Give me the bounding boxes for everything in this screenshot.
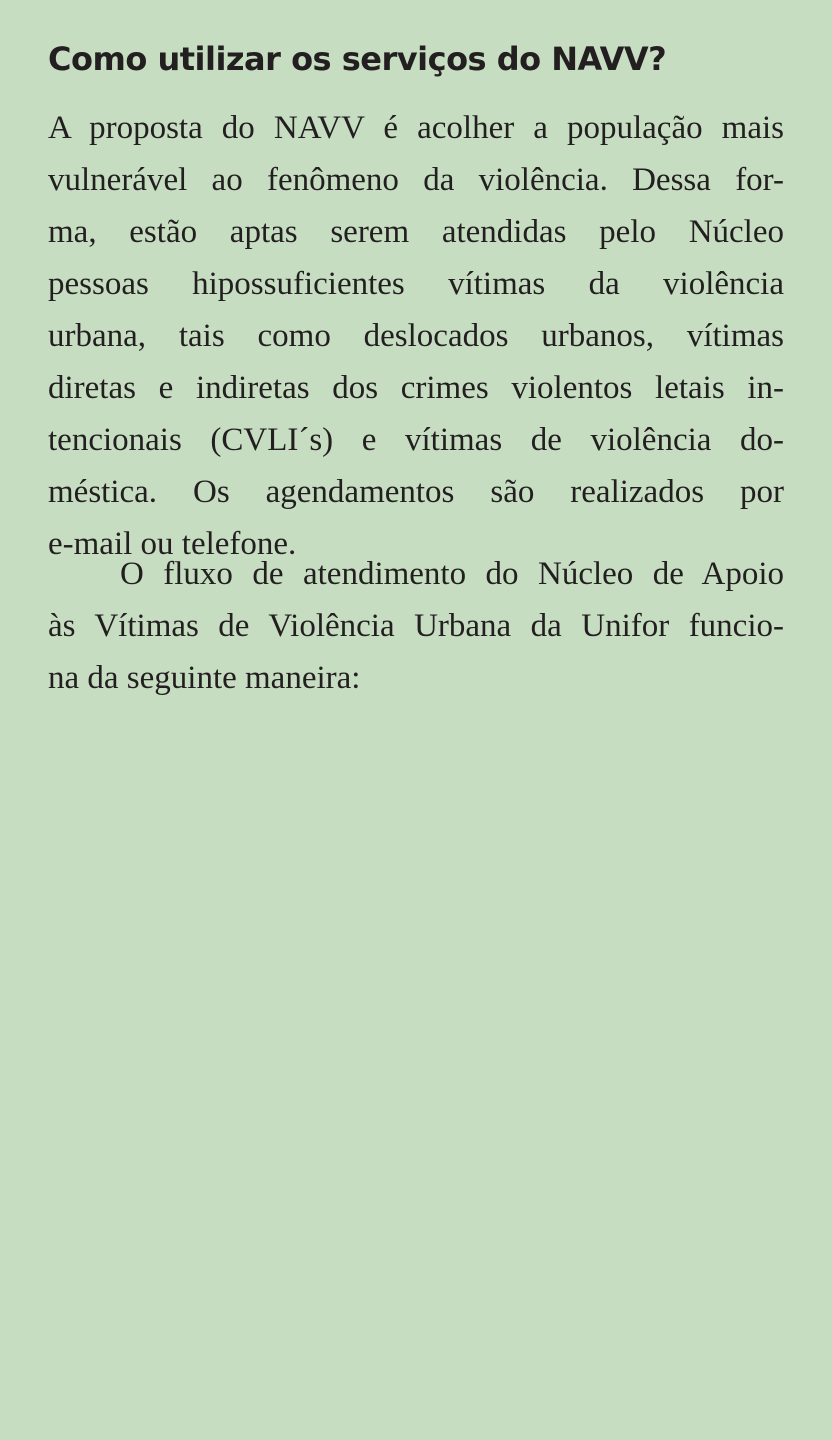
text-line: pessoas hipossuficientes vítimas da violência	[48, 266, 784, 302]
text-line: e-mail ou telefone.	[48, 526, 297, 562]
text-line: O fluxo de atendimento do Núcleo de Apoio	[120, 556, 784, 592]
text-line: tencionais (CVLI´s) e vítimas de violência do-	[48, 422, 784, 458]
text-line: urbana, tais como deslocados urbanos, vítimas	[48, 318, 784, 354]
text-line: méstica. Os agendamentos são realizados por	[48, 474, 784, 510]
text-line: ma, estão aptas serem atendidas pelo Núcleo	[48, 214, 784, 250]
text-line: vulnerável ao fenômeno da violência. Dessa for-	[48, 162, 784, 198]
text-line: às Vítimas de Violência Urbana da Unifor funcio-	[48, 608, 784, 644]
text-line: diretas e indiretas dos crimes violentos letais in-	[48, 370, 784, 406]
paragraph-flow	[48, 548, 784, 704]
text-line: na da seguinte maneira:	[48, 660, 361, 696]
section-heading: Como utilizar os serviços do NAVV?	[48, 40, 667, 78]
text-line: A proposta do NAVV é acolher a população mais	[48, 110, 784, 146]
paragraph-services	[48, 102, 784, 570]
